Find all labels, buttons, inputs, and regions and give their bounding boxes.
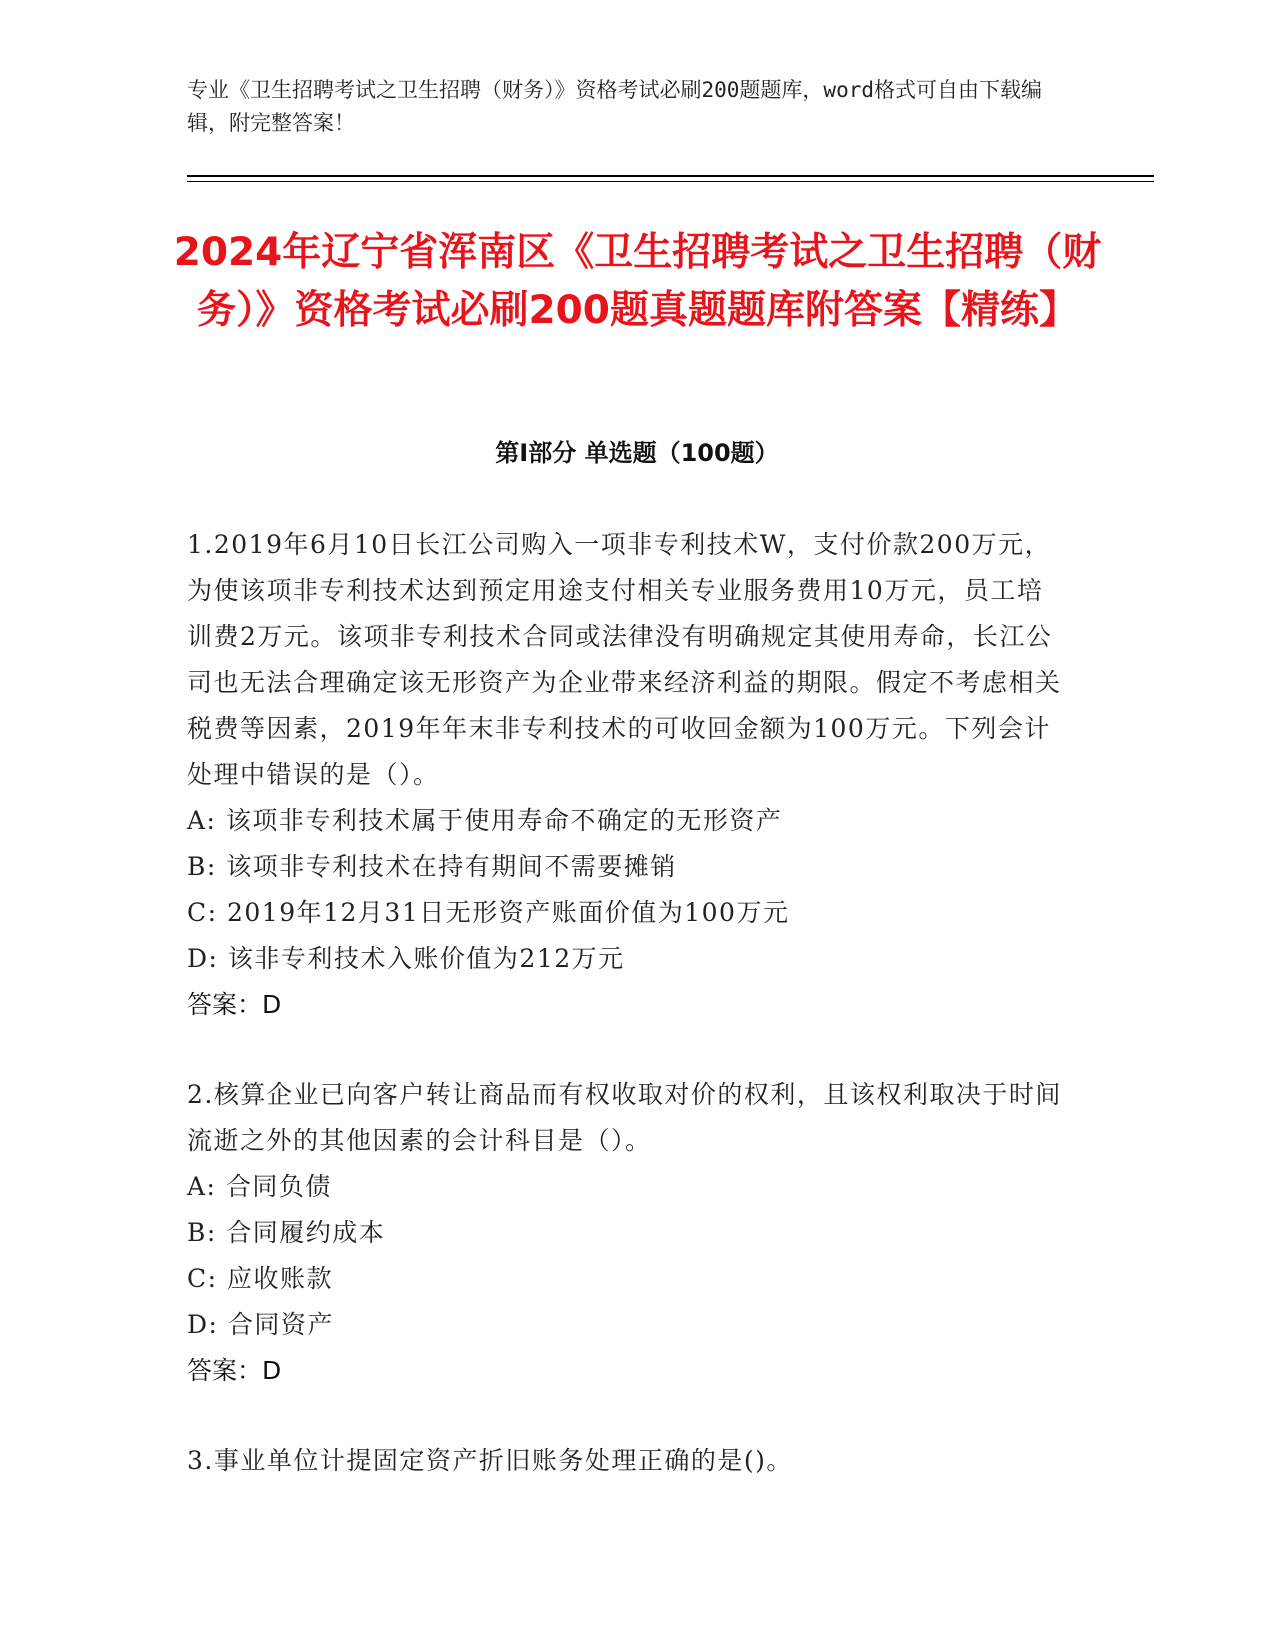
header-divider-thick	[187, 175, 1154, 177]
option-a: A: 合同负债	[187, 1172, 332, 1201]
question-text: 1.2019年6月10日长江公司购入一项非专利技术W，支付价款200万元，为使该项非专利技术达到预定用途支付相关专业服务费用10万元，员工培训费2万元。该项非专利技术合同或法律没有明确规定其使用寿命，长江公司也无法合理确定该无形资产为企业带来经济利益的期限。假定不考虑相关税费等因素，2019年年末非专利技术的可收回金额为100万元。下列会计处理中错误的是（）。	[187, 530, 1062, 789]
question-text: 3.事业单位计提固定资产折旧账务处理正确的是()。	[187, 1446, 793, 1475]
header-note: 专业《卫生招聘考试之卫生招聘（财务）》资格考试必刷200题题库，word格式可自由下载编辑，附完整答案！	[187, 78, 1042, 135]
header-divider-thin	[187, 181, 1154, 182]
option-b: B: 合同履约成本	[187, 1218, 386, 1247]
answer-label: 答案：D	[187, 990, 282, 1019]
question-item-2	[187, 1072, 1067, 1394]
question-item-1	[187, 522, 1067, 1028]
question-list	[187, 522, 1067, 1484]
section-heading: 第Ⅰ部分 单选题（100题）	[495, 439, 779, 467]
question-spacer	[187, 1394, 1067, 1438]
option-d: D: 合同资产	[187, 1310, 334, 1339]
option-d: D: 该非专利技术入账价值为212万元	[187, 944, 625, 973]
document-title: 2024年辽宁省浑南区《卫生招聘考试之卫生招聘（财务）》资格考试必刷200题真题题库附答案【精练】	[173, 230, 1102, 333]
option-b: B: 该项非专利技术在持有期间不需要摊销	[187, 852, 677, 881]
question-text: 2.核算企业已向客户转让商品而有权收取对价的权利，且该权利取决于时间流逝之外的其他因素的会计科目是（）。	[187, 1080, 1062, 1155]
option-c: C: 2019年12月31日无形资产账面价值为100万元	[187, 898, 790, 927]
question-spacer	[187, 1028, 1067, 1072]
option-c: C: 应收账款	[187, 1264, 333, 1293]
answer-label: 答案：D	[187, 1356, 282, 1385]
question-item-3	[187, 1438, 1067, 1484]
option-a: A: 该项非专利技术属于使用寿命不确定的无形资产	[187, 806, 783, 835]
